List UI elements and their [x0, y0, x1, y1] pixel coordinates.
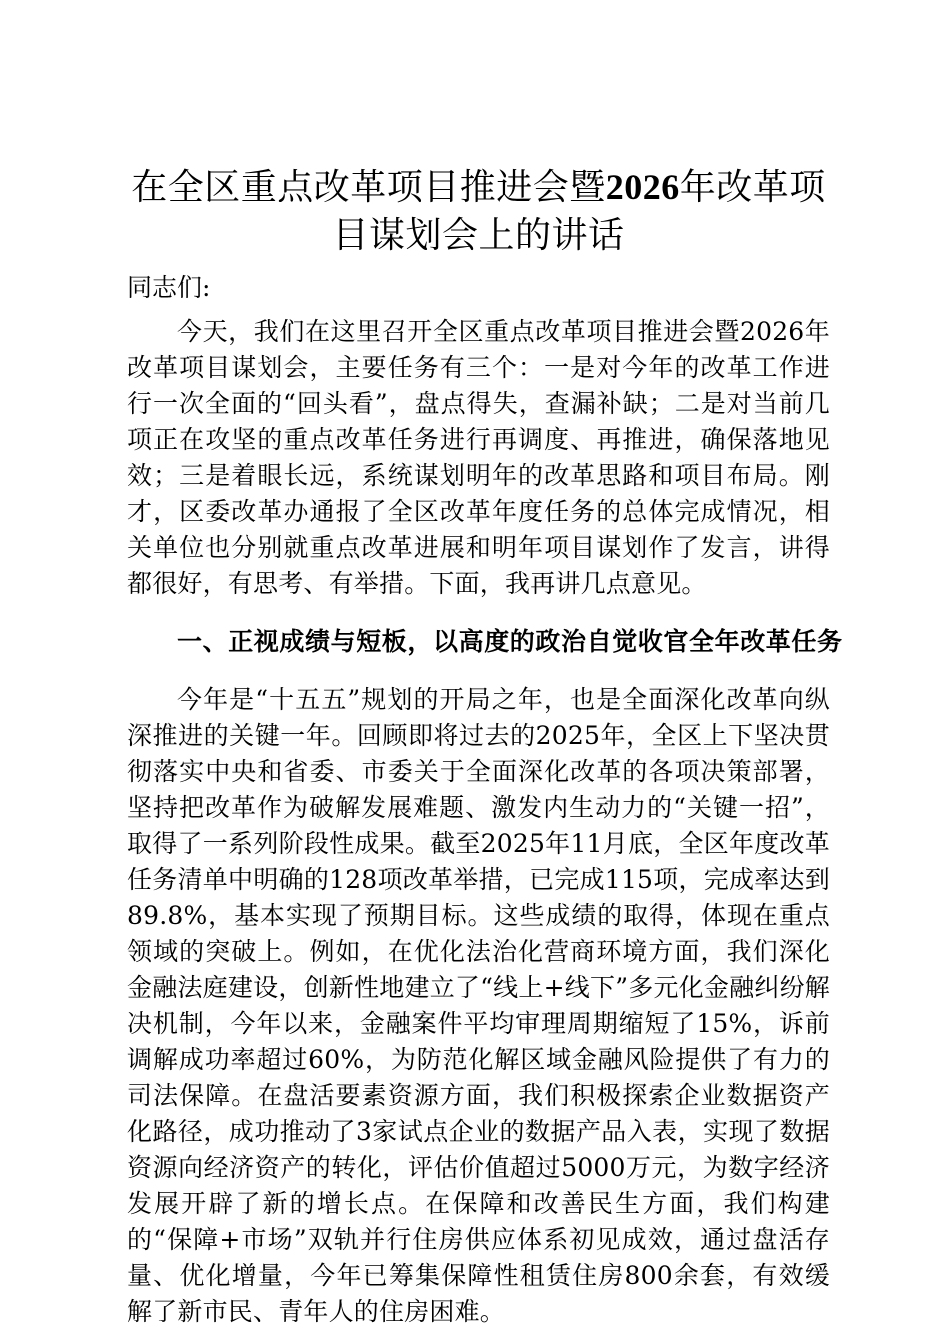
document-title — [127, 163, 830, 260]
title-prefix: 在全区重点改革项目推进会暨 — [131, 167, 606, 208]
title-suffix: 年改革项目谋划会上的讲话 — [332, 167, 826, 256]
section-heading-1: 一、正视成绩与短板，以高度的政治自觉收官全年改革任务 — [177, 627, 843, 656]
opening-paragraph: 今天，我们在这里召开全区重点改革项目推进会暨2026年改革项目谋划会，主要任务有三个：一是对今年的改革工作进行一次全面的“回头看”，盘点得失，查漏补缺；二是对当前几项正在攻坚的重点改革任务进行再调度、再推进，确保落地见效；三是着眼长远，系统谋划明年的改革思路和项目布局。刚才，区委改革办通报了全区改革年度任务的总体完成情况，相关单位也分别就重点改革进展和明年项目谋划作了发言，讲得都很好，有思考、有举措。下面，我再讲几点意见。 — [127, 317, 830, 598]
document-body — [127, 163, 843, 1330]
salutation: 同志们: — [127, 273, 211, 302]
section-1-paragraph: 今年是“十五五”规划的开局之年，也是全面深化改革向纵深推进的关键一年。回顾即将过去的2025年，全区上下坚决贯彻落实中央和省委、市委关于全面深化改革的各项决策部署，坚持把改革作为破解发展难题、激发内生动力的“关键一招”，取得了一系列阶段性成果。截至2025年11月底，全区年度改革任务清单中明确的128项改革举措，已完成115项，完成率达到89.8%，基本实现了预期目标。这些成绩的取得，体现在重点领域的突破上。例如，在优化法治化营商环境方面，我们深化金融法庭建设，创新性地建立了“线上+线下”多元化金融纠纷解决机制，今年以来，金融案件平均审理周期缩短了15%，诉前调解成功率超过60%，为防范化解区域金融风险提供了有力的司法保障。在盘活要素资源方面，我们积极探索企业数据资产化路径，成功推动了3家试点企业的数据产品入表，实现了数据资源向经济资产的转化，评估价值超过5000万元，为数字经济发展开辟了新的增长点。在保障和改善民生方面，我们构建的“保障+市场”双轨并行住房供应体系初见成效，通过盘活存量、优化增量，今年已筹集保障性租赁住房800余套，有效缓解了新市民、青年人的住房困难。 — [127, 685, 830, 1326]
title-year: 2026 — [605, 167, 680, 207]
